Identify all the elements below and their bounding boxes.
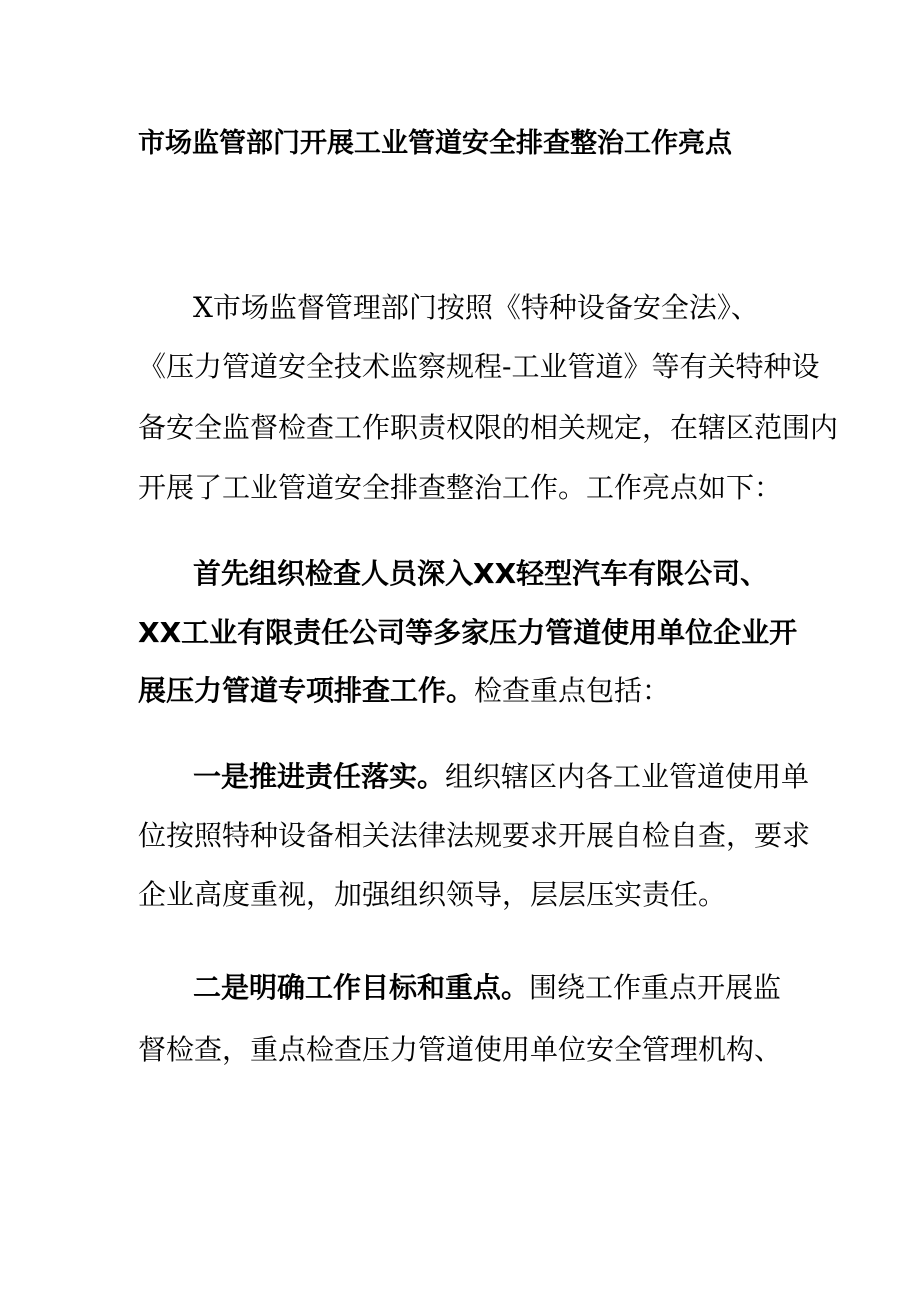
paragraph-line: 企业高度重视，加强组织领导，层层压实责任。: [138, 878, 727, 911]
paragraph-line: 督检查，重点检查压力管道使用单位安全管理机构、: [138, 1033, 783, 1066]
paragraph-line: [193, 760, 810, 793]
normal-text: 组织辖区内各工业管道使用单: [445, 760, 810, 793]
paragraph-line: [138, 674, 671, 707]
paragraph-line: 《压力管道安全技术监察规程-工业管道》等有关特种设: [138, 350, 820, 383]
bold-lead: 展压力管道专项排查工作。: [138, 674, 475, 707]
paragraph-line: 位按照特种设备相关法律法规要求开展自检自查，要求: [138, 819, 811, 852]
paragraph-line: X市场监督管理部门按照《特种设备安全法》、: [193, 291, 759, 324]
paragraph-line: 开展了工业管道安全排查整治工作。工作亮点如下：: [138, 471, 783, 504]
paragraph-line: 备安全监督检查工作职责权限的相关规定，在辖区范围内: [138, 411, 839, 444]
paragraph-line: [193, 971, 782, 1004]
normal-text: 检查重点包括：: [474, 674, 671, 707]
bold-lead: 二是明确工作目标和重点。: [193, 971, 530, 1004]
normal-text: 围绕工作重点开展监: [529, 971, 782, 1004]
document-title: 市场监管部门开展工业管道安全排查整治工作亮点: [138, 128, 732, 159]
bold-lead: 一是推进责任落实。: [193, 760, 446, 793]
paragraph-line: 首先组织检查人员深入XX轻型汽车有限公司、: [193, 557, 769, 590]
paragraph-line: XX工业有限责任公司等多家压力管道使用单位企业开: [138, 616, 798, 649]
